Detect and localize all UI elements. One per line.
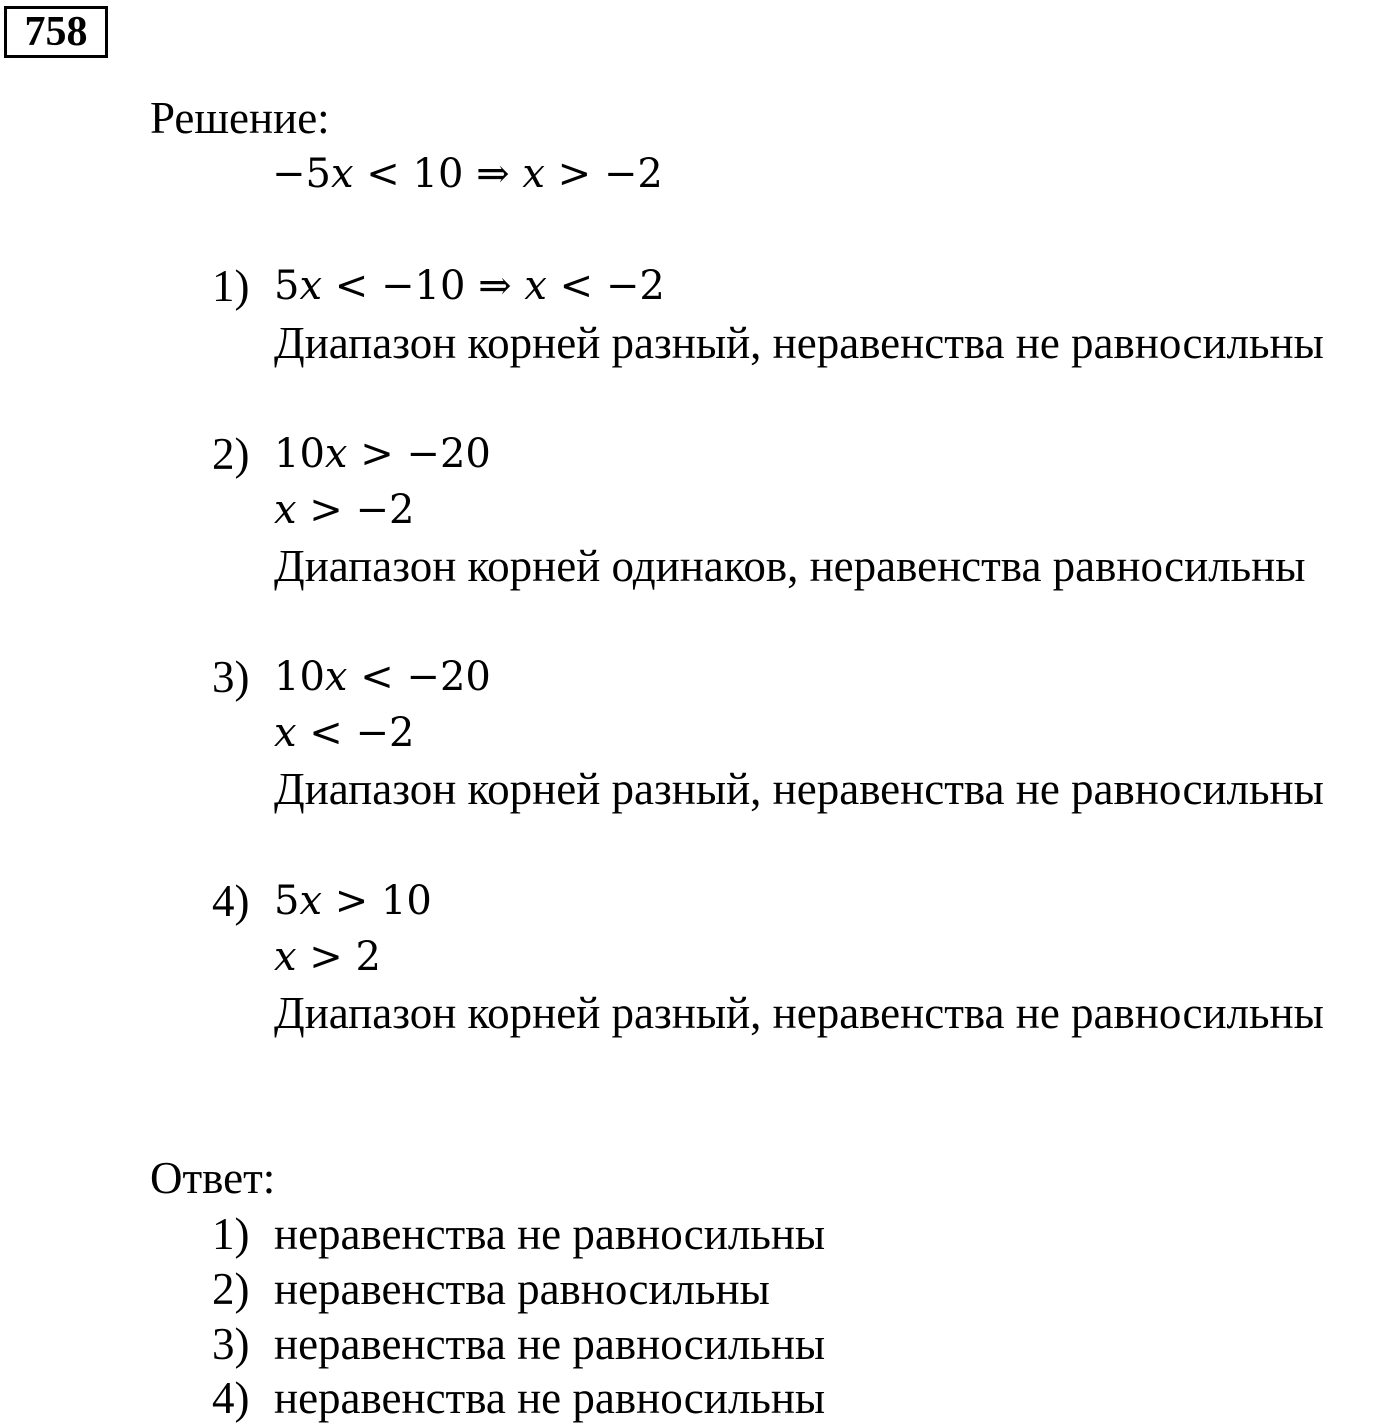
solution-item-2-line-2: x > −2 <box>274 487 415 533</box>
answer-heading: Ответ: <box>150 1153 276 1203</box>
solution-item-1-number: 1) <box>212 261 250 311</box>
answer-item-1-number: 1) <box>212 1209 250 1259</box>
solution-item-4-number: 4) <box>212 876 250 926</box>
solution-item-4-line-2: x > 2 <box>274 934 381 980</box>
solution-heading: Решение: <box>150 93 330 143</box>
solution-item-3-line-1: 10x < −20 <box>274 654 491 700</box>
given-inequality: −5x < 10 ⇒ x > −2 <box>272 151 663 197</box>
answer-item-2-text: неравенства равносильны <box>274 1264 770 1314</box>
answer-item-4-text: неравенства не равносильны <box>274 1373 826 1423</box>
solution-item-3-number: 3) <box>212 652 250 702</box>
problem-number: 758 <box>4 6 108 58</box>
solution-item-3-conclusion: Диапазон корней разный, неравенства не равносильны <box>274 764 1324 814</box>
answer-item-1-text: неравенства не равносильны <box>274 1209 826 1259</box>
solution-item-3-line-2: x < −2 <box>274 710 415 756</box>
solution-item-1-conclusion: Диапазон корней разный, неравенства не равносильны <box>274 318 1324 368</box>
solution-item-2-number: 2) <box>212 429 250 479</box>
answer-item-3-text: неравенства не равносильны <box>274 1319 826 1369</box>
answer-item-3-number: 3) <box>212 1319 250 1369</box>
answer-item-2-number: 2) <box>212 1264 250 1314</box>
solution-item-2-line-1: 10x > −20 <box>274 431 491 477</box>
solution-item-4-line-1: 5x > 10 <box>274 878 432 924</box>
solution-item-4-conclusion: Диапазон корней разный, неравенства не равносильны <box>274 988 1324 1038</box>
solution-item-2-conclusion: Диапазон корней одинаков, неравенства равносильны <box>274 541 1306 591</box>
solution-item-1-line-1: 5x < −10 ⇒ x < −2 <box>274 263 665 309</box>
answer-item-4-number: 4) <box>212 1373 250 1423</box>
